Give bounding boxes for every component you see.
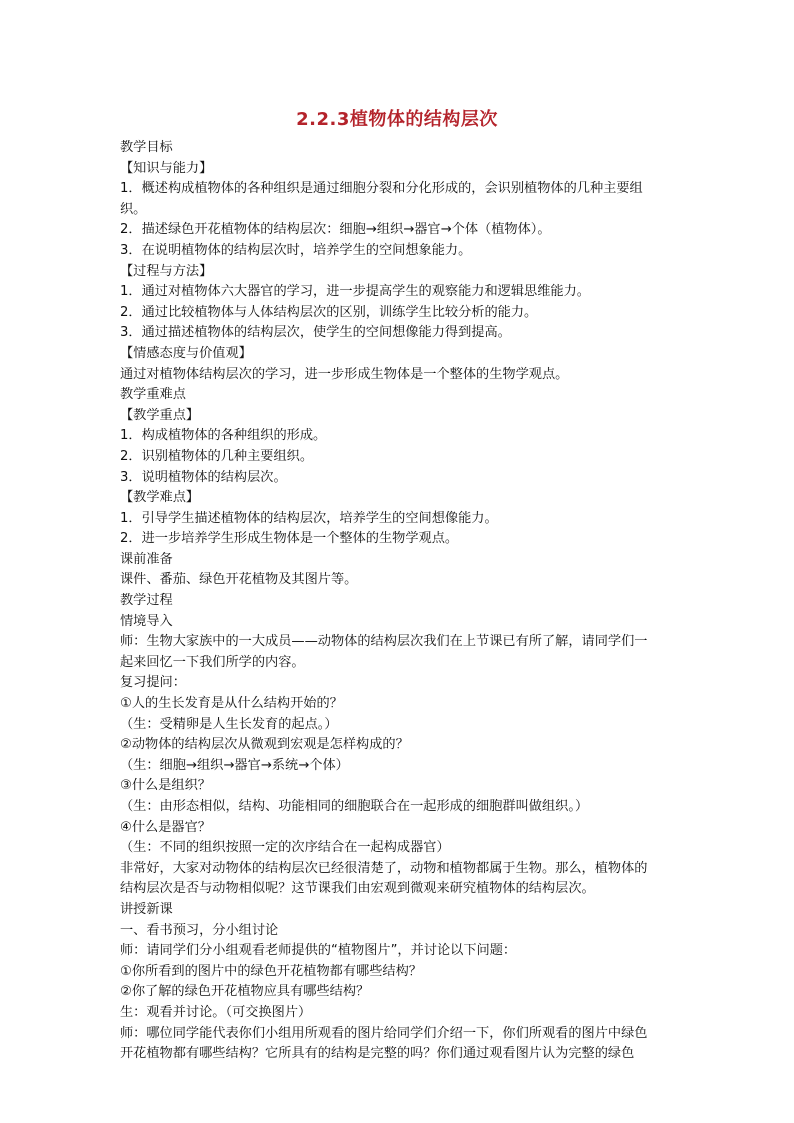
text-line: 开花植物都有哪些结构？它所具有的结构是完整的吗？你们通过观看图片认为完整的绿色 xyxy=(120,1046,635,1062)
text-line: 2．识别植物体的几种主要组织。 xyxy=(120,448,314,464)
text-line: 教学过程 xyxy=(120,593,173,609)
text-line: ①人的生长发育是从什么结构开始的？ xyxy=(120,696,343,712)
text-line: 2．描述绿色开花植物体的结构层次：细胞→组织→器官→个体（植物体）。 xyxy=(120,222,551,238)
text-line: ②动物体的结构层次从微观到宏观是怎样构成的？ xyxy=(120,737,409,753)
text-line: ①你所看到的图片中的绿色开花植物都有哪些结构？ xyxy=(120,963,422,979)
text-line: 2．通过比较植物体与人体结构层次的区别，训练学生比较分析的能力。 xyxy=(120,304,538,320)
text-line: ③什么是组织？ xyxy=(120,778,211,794)
text-line: 讲授新课 xyxy=(120,901,173,917)
text-line: 师：生物大家族中的一大成员——动物体的结构层次我们在上节课已有所了解，请同学们一 xyxy=(120,634,648,650)
text-line: 教学目标 xyxy=(120,140,173,155)
text-line: 课件、番茄、绿色开花植物及其图片等。 xyxy=(120,572,358,588)
text-line: 织。 xyxy=(120,201,147,217)
text-line: 情境导入 xyxy=(120,613,173,629)
text-line: 【教学重点】 xyxy=(120,407,200,423)
text-line: 【过程与方法】 xyxy=(120,263,213,279)
text-line: 1．引导学生描述植物体的结构层次，培养学生的空间想像能力。 xyxy=(120,510,498,526)
document-body xyxy=(120,138,680,1065)
text-line: 教学重难点 xyxy=(120,387,186,403)
text-line: 通过对植物体结构层次的学习，进一步形成生物体是一个整体的生物学观点。 xyxy=(120,366,569,382)
page-title: 2.2.3植物体的结构层次 xyxy=(296,109,498,130)
text-line: 【教学难点】 xyxy=(120,490,200,506)
text-line: 起来回忆一下我们所学的内容。 xyxy=(120,654,305,670)
text-line: 1．概述构成植物体的各种组织是通过细胞分裂和分化形成的，会识别植物体的几种主要组 xyxy=(120,181,643,197)
text-line: 1．通过对植物体六大器官的学习，进一步提高学生的观察能力和逻辑思维能力。 xyxy=(120,284,590,300)
text-line: 一、看书预习，分小组讨论 xyxy=(120,922,279,938)
text-line: 3．在说明植物体的结构层次时，培养学生的空间想象能力。 xyxy=(120,242,472,258)
text-line: （生：由形态相似，结构、功能相同的细胞联合在一起形成的细胞群叫做组织。） xyxy=(120,799,589,814)
text-line: 师：请同学们分小组观看老师提供的“植物图片”，并讨论以下问题： xyxy=(120,943,517,959)
text-line: （生：受精卵是人生长发育的起点。） xyxy=(120,716,338,732)
text-line: （生：不同的组织按照一定的次序结合在一起构成器官） xyxy=(120,840,450,856)
text-line: 3．通过描述植物体的结构层次，使学生的空间想像能力得到提高。 xyxy=(120,325,511,341)
text-line: 生：观看并讨论。（可交换图片） xyxy=(120,1004,312,1020)
text-line: 复习提问： xyxy=(120,675,186,691)
text-line: 【情感态度与价值观】 xyxy=(120,345,252,361)
text-line: ②你了解的绿色开花植物应具有哪些结构？ xyxy=(120,984,370,1000)
text-line: ④什么是器官？ xyxy=(120,819,211,835)
text-line: 结构层次是否与动物相似呢？这节课我们由宏观到微观来研究植物体的结构层次。 xyxy=(120,881,595,897)
text-line: 非常好，大家对动物体的结构层次已经很清楚了，动物和植物都属于生物。那么，植物体的 xyxy=(120,860,648,876)
text-line: 课前准备 xyxy=(120,551,173,567)
text-line: 【知识与能力】 xyxy=(120,160,213,176)
text-line: 3．说明植物体的结构层次。 xyxy=(120,469,287,485)
text-line: 1．构成植物体的各种组织的形成。 xyxy=(120,428,327,444)
text-line: 2．进一步培养学生形成生物体是一个整体的生物学观点。 xyxy=(120,531,459,547)
text-line: 师：哪位同学能代表你们小组用所观看的图片给同学们介绍一下，你们所观看的图片中绿色 xyxy=(120,1025,648,1041)
text-line: （生：细胞→组织→器官→系统→个体） xyxy=(120,757,349,773)
